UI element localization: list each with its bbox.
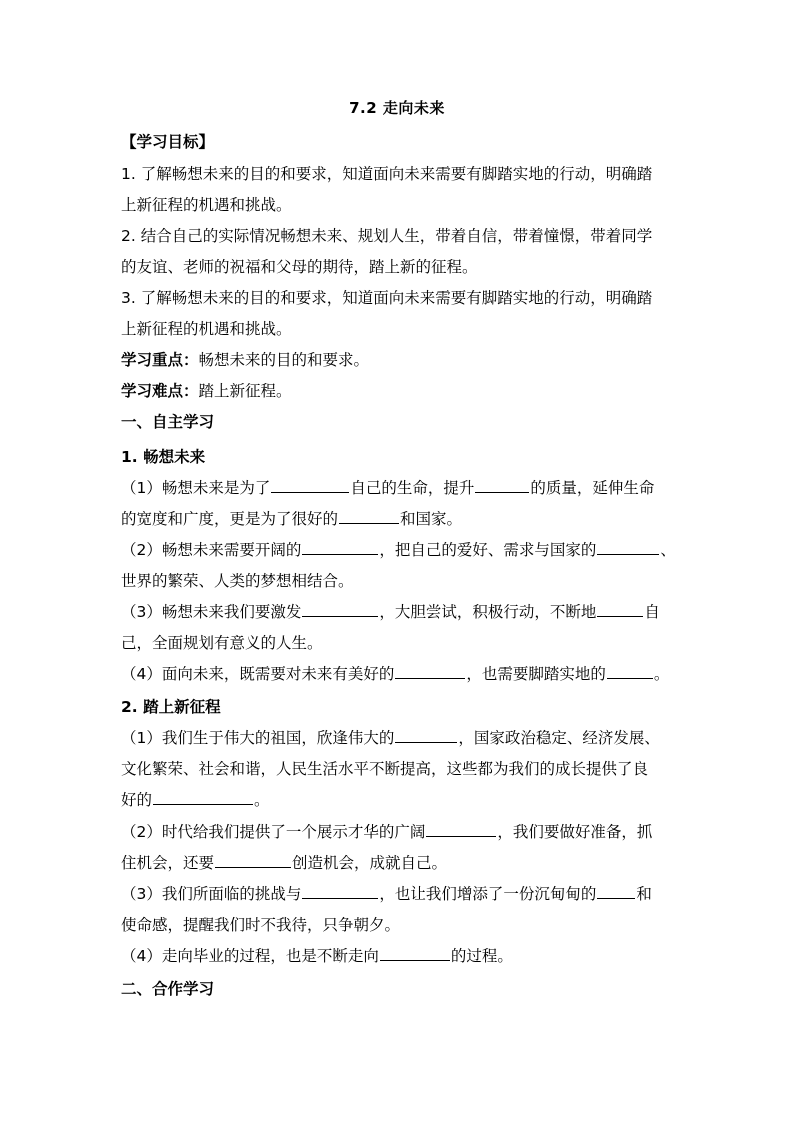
section2-heading: 二、合作学习 (121, 980, 215, 998)
section1-heading: 一、自主学习 (121, 413, 215, 431)
text-segment: （3）我们所面临的挑战与 (121, 885, 302, 903)
text-segment: （2）时代给我们提供了一个展示才华的广阔 (121, 823, 426, 841)
text-line: 己，全面规划有意义的人生。 (121, 634, 323, 652)
blank-field[interactable] (395, 664, 465, 679)
fill-line (121, 602, 660, 622)
blank-field[interactable] (426, 822, 496, 837)
text-line: 文化繁荣、社会和谐，人民生活水平不断提高，这些都为我们的成长提供了良 (121, 760, 649, 778)
text-segment: 的宽度和广度，更是为了很好的 (121, 510, 339, 528)
objectives-heading: 【学习目标】 (121, 133, 215, 151)
text-segment: （3）畅想未来我们要激发 (121, 603, 302, 621)
blank-field[interactable] (380, 946, 450, 961)
text-segment: 、 (660, 541, 676, 559)
blank-field[interactable] (597, 884, 635, 899)
text-segment: 和国家。 (400, 510, 463, 528)
fill-line (121, 853, 447, 873)
text-segment: （2）畅想未来需要开阔的 (121, 541, 302, 559)
blank-field[interactable] (215, 853, 291, 868)
fill-line (121, 728, 660, 748)
text-segment: ，把自己的爱好、需求与国家的 (379, 541, 597, 559)
difficulty-point (121, 381, 292, 401)
fill-line (121, 790, 270, 810)
text-segment: 。 (653, 665, 670, 683)
key-point-text: 畅想未来的目的和要求。 (198, 351, 370, 369)
text-segment: 的过程。 (450, 947, 513, 965)
page-title: 7.2 走向未来 (349, 99, 445, 117)
fill-line (121, 946, 513, 966)
blank-field[interactable] (395, 728, 457, 743)
text-segment: （4）面向未来，既需要对未来有美好的 (121, 665, 395, 683)
text-segment: ，也让我们增添了一份沉甸甸的 (379, 885, 597, 903)
text-segment: 创造机会，成就自己。 (292, 854, 448, 872)
part2-heading: 2. 踏上新征程 (121, 698, 221, 716)
blank-field[interactable] (271, 478, 349, 493)
text-segment: ，大胆尝试，积极行动，不断地 (379, 603, 597, 621)
key-point-label: 学习重点： (121, 351, 199, 369)
text-segment: （1）我们生于伟大的祖国，欣逢伟大的 (121, 729, 395, 747)
difficulty-text: 踏上新征程。 (198, 382, 292, 400)
fill-line (121, 884, 652, 904)
blank-field[interactable] (597, 602, 643, 617)
blank-field[interactable] (475, 478, 529, 493)
objective-line: 1. 了解畅想未来的目的和要求，知道面向未来需要有脚踏实地的行动，明确踏 (121, 165, 653, 183)
part1-heading: 1. 畅想未来 (121, 448, 206, 466)
difficulty-label: 学习难点： (121, 382, 199, 400)
blank-field[interactable] (339, 509, 399, 524)
text-segment: （1）畅想未来是为了 (121, 479, 271, 497)
blank-field[interactable] (607, 664, 653, 679)
text-segment: 的质量，延伸生命 (530, 479, 655, 497)
objective-line: 2. 结合自己的实际情况畅想未来、规划人生，带着自信，带着憧憬，带着同学 (121, 227, 653, 245)
text-segment: 自己的生命，提升 (350, 479, 475, 497)
fill-line (121, 822, 652, 842)
blank-field[interactable] (302, 602, 378, 617)
blank-field[interactable] (597, 540, 659, 555)
fill-line (121, 664, 669, 684)
text-segment: 好的 (121, 791, 153, 809)
key-point (121, 350, 369, 370)
objective-line: 上新征程的机遇和挑战。 (121, 196, 292, 214)
text-segment: 和 (636, 885, 652, 903)
text-segment: （4）走向毕业的过程，也是不断走向 (121, 947, 379, 965)
objective-line: 的友谊、老师的祝福和父母的期待，踏上新的征程。 (121, 258, 478, 276)
text-segment: 住机会，还要 (121, 854, 215, 872)
blank-field[interactable] (302, 884, 378, 899)
text-line: 世界的繁荣、人类的梦想相结合。 (121, 572, 354, 590)
blank-field[interactable] (153, 790, 253, 805)
text-segment: 自 (644, 603, 660, 621)
fill-line (121, 540, 676, 560)
text-segment: ，我们要做好准备，抓 (497, 823, 653, 841)
text-segment: 。 (254, 791, 270, 809)
blank-field[interactable] (302, 540, 378, 555)
text-segment: ，国家政治稳定、经济发展、 (458, 729, 660, 747)
text-line: 使命感，提醒我们时不我待，只争朝夕。 (121, 916, 401, 934)
text-segment: ，也需要脚踏实地的 (466, 665, 606, 683)
fill-line (121, 478, 654, 498)
fill-line (121, 509, 462, 529)
objective-line: 上新征程的机遇和挑战。 (121, 320, 292, 338)
objective-line: 3. 了解畅想未来的目的和要求，知道面向未来需要有脚踏实地的行动，明确踏 (121, 289, 653, 307)
